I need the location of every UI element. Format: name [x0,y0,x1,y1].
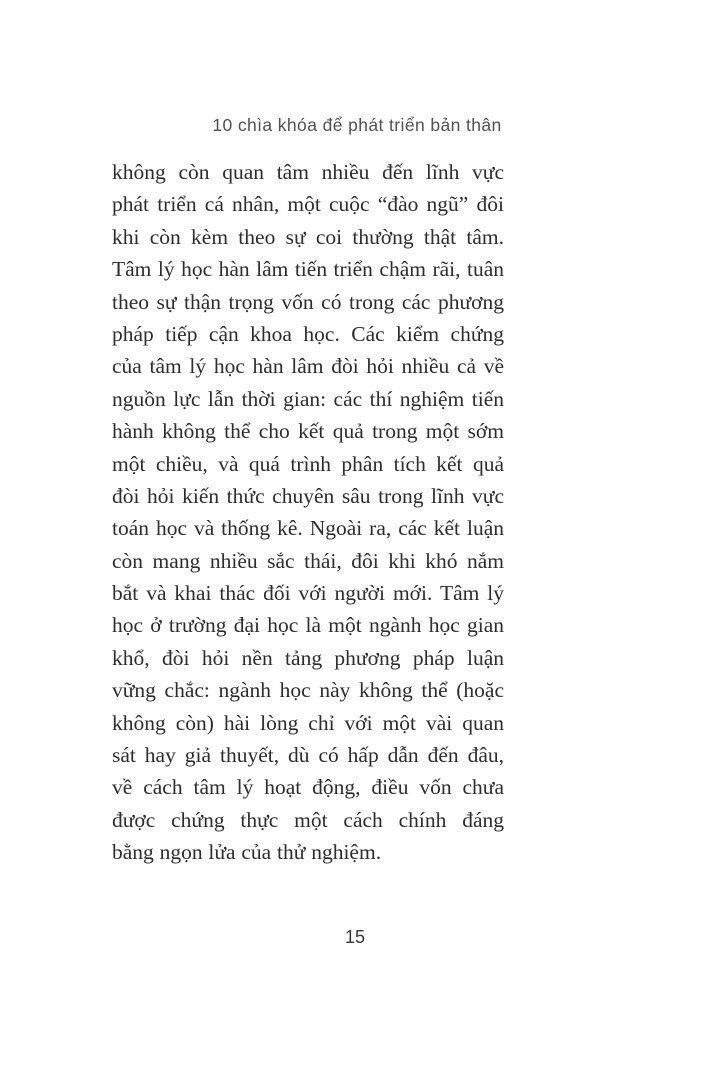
body-line: phát triển cá nhân, một cuộc “đào ngũ” đôi [112,192,504,217]
running-header: 10 chìa khóa để phát triển bản thân [212,115,502,135]
body-line: Tâm lý học hàn lâm tiến triển chậm rãi, tuân [112,257,504,282]
body-line: sát hay giả thuyết, dù có hấp dẫn đến đâu, [112,743,504,768]
body-paragraph [112,156,504,869]
body-line: không còn quan tâm nhiều đến lĩnh vực [112,160,504,184]
body-line: vững chắc: ngành học này không thể (hoặc [112,678,504,703]
body-line: khi còn kèm theo sự coi thường thật tâm. [112,224,504,249]
body-line: toán học và thống kê. Ngoài ra, các kết luận [112,516,504,541]
body-line: nguồn lực lẫn thời gian: các thí nghiệm tiến [112,386,504,411]
body-line: về cách tâm lý hoạt động, điều vốn chưa [112,775,504,800]
body-line: học ở trường đại học là một ngành học gian [112,613,504,638]
body-line: khổ, đòi hỏi nền tảng phương pháp luận [112,645,504,670]
body-line: một chiều, và quá trình phân tích kết quả [112,451,504,476]
body-line: bắt và khai thác đối với người mới. Tâm lý [112,581,504,606]
body-line: hành không thể cho kết quả trong một sớm [112,419,504,444]
body-line: đòi hỏi kiến thức chuyên sâu trong lĩnh vực [112,483,504,508]
body-line: pháp tiếp cận khoa học. Các kiểm chứng [112,321,504,346]
page-number: 15 [344,927,366,947]
body-line: theo sự thận trọng vốn có trong các phương [112,289,504,314]
body-line: bằng ngọn lửa của thử nghiệm. [112,840,382,865]
body-line: được chứng thực một cách chính đáng [112,807,504,832]
body-line: không còn) hài lòng chỉ với một vài quan [112,710,504,735]
body-line: của tâm lý học hàn lâm đòi hỏi nhiều cả về [112,354,504,379]
body-line: còn mang nhiều sắc thái, đôi khi khó nắm [112,548,504,573]
